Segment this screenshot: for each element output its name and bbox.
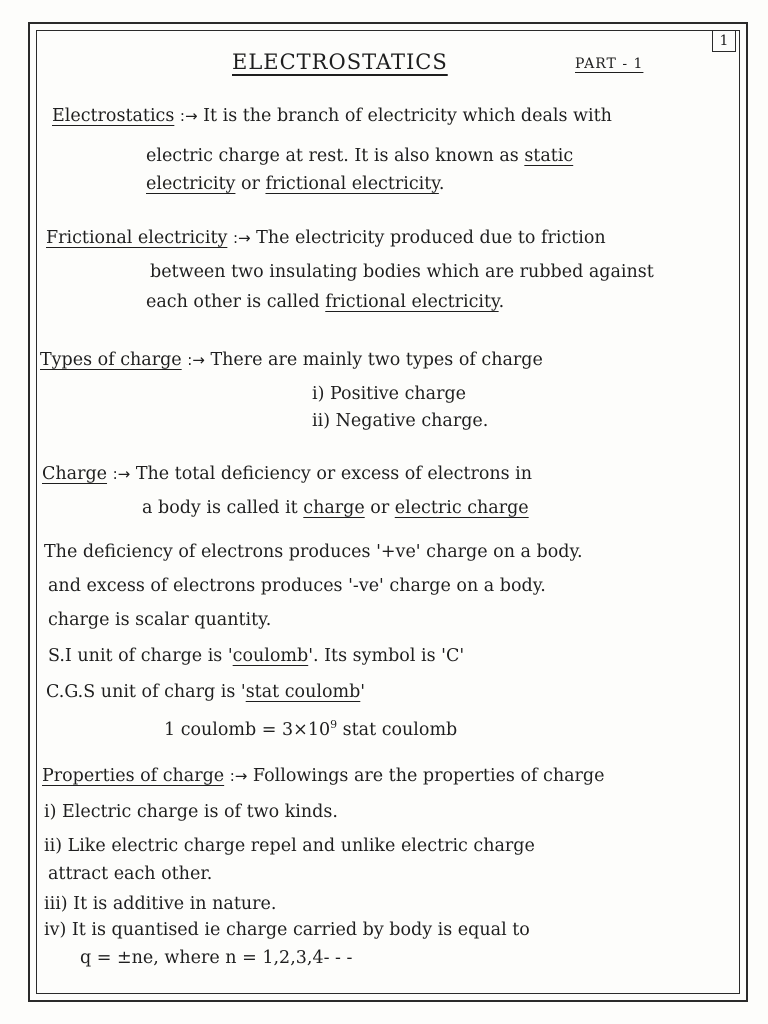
arrow-icon: :→ bbox=[232, 229, 251, 247]
charge-definition-line-1: Charge :→ The total deficiency or excess of electrons in bbox=[42, 464, 533, 484]
electrostatics-definition-line-1: Electrostatics :→ It is the branch of electricity which deals with bbox=[52, 106, 612, 126]
frictional-definition-line-3: each other is called frictional electricity. bbox=[146, 292, 505, 312]
arrow-icon: :→ bbox=[187, 351, 205, 369]
types-item-positive: i) Positive charge bbox=[312, 384, 467, 404]
frictional-term: Frictional electricity bbox=[46, 228, 228, 248]
properties-heading-line: Properties of charge :→ Followings are the properties of charge bbox=[42, 766, 605, 786]
charge-term: Charge bbox=[42, 464, 108, 484]
frictional-definition-line-2: between two insulating bodies which are rubbed against bbox=[150, 262, 654, 282]
properties-term: Properties of charge bbox=[42, 766, 225, 786]
property-4-line-1: iv) It is quantised ie charge carried by body is equal to bbox=[44, 920, 530, 940]
electrostatics-term: Electrostatics bbox=[52, 106, 175, 126]
property-2-line-2: attract each other. bbox=[48, 864, 213, 884]
types-item-negative: ii) Negative charge. bbox=[312, 411, 489, 431]
note-coulomb-conversion: 1 coulomb = $3\times 10^9$ stat coulomb bbox=[164, 718, 458, 740]
frictional-definition-line-1: Frictional electricity :→ The electricity produced due to friction bbox=[46, 228, 606, 248]
arrow-icon: :→ bbox=[112, 465, 131, 483]
note-si-unit: S.I unit of charge is 'coulomb'. Its symbol is 'C' bbox=[48, 646, 465, 666]
arrow-icon: :→ bbox=[179, 107, 198, 125]
electrostatics-definition-line-3: electricity or frictional electricity. bbox=[146, 174, 445, 194]
electrostatics-definition-line-2: electric charge at rest. It is also known as static bbox=[146, 146, 574, 166]
property-1: i) Electric charge is of two kinds. bbox=[44, 802, 338, 822]
page-number-box: 1 bbox=[712, 30, 736, 52]
property-4-line-2: q = ±ne, where n = 1,2,3,4- - - bbox=[80, 948, 353, 968]
property-3: iii) It is additive in nature. bbox=[44, 894, 277, 914]
note-excess: and excess of electrons produces '-ve' charge on a body. bbox=[48, 576, 546, 596]
part-label: PART - 1 bbox=[575, 56, 644, 72]
charge-definition-line-2: a body is called it charge or electric charge bbox=[142, 498, 529, 518]
property-2-line-1: ii) Like electric charge repel and unlike electric charge bbox=[44, 836, 535, 856]
page-title: ELECTROSTATICS bbox=[232, 50, 448, 74]
note-cgs-unit: C.G.S unit of charg is 'stat coulomb' bbox=[46, 682, 366, 702]
arrow-icon: :→ bbox=[229, 767, 248, 785]
note-scalar: charge is scalar quantity. bbox=[48, 610, 272, 630]
types-of-charge-line: Types of charge :→ There are mainly two types of charge bbox=[40, 350, 543, 370]
types-term: Types of charge bbox=[40, 350, 182, 370]
note-deficiency: The deficiency of electrons produces '+ve' charge on a body. bbox=[44, 542, 583, 562]
